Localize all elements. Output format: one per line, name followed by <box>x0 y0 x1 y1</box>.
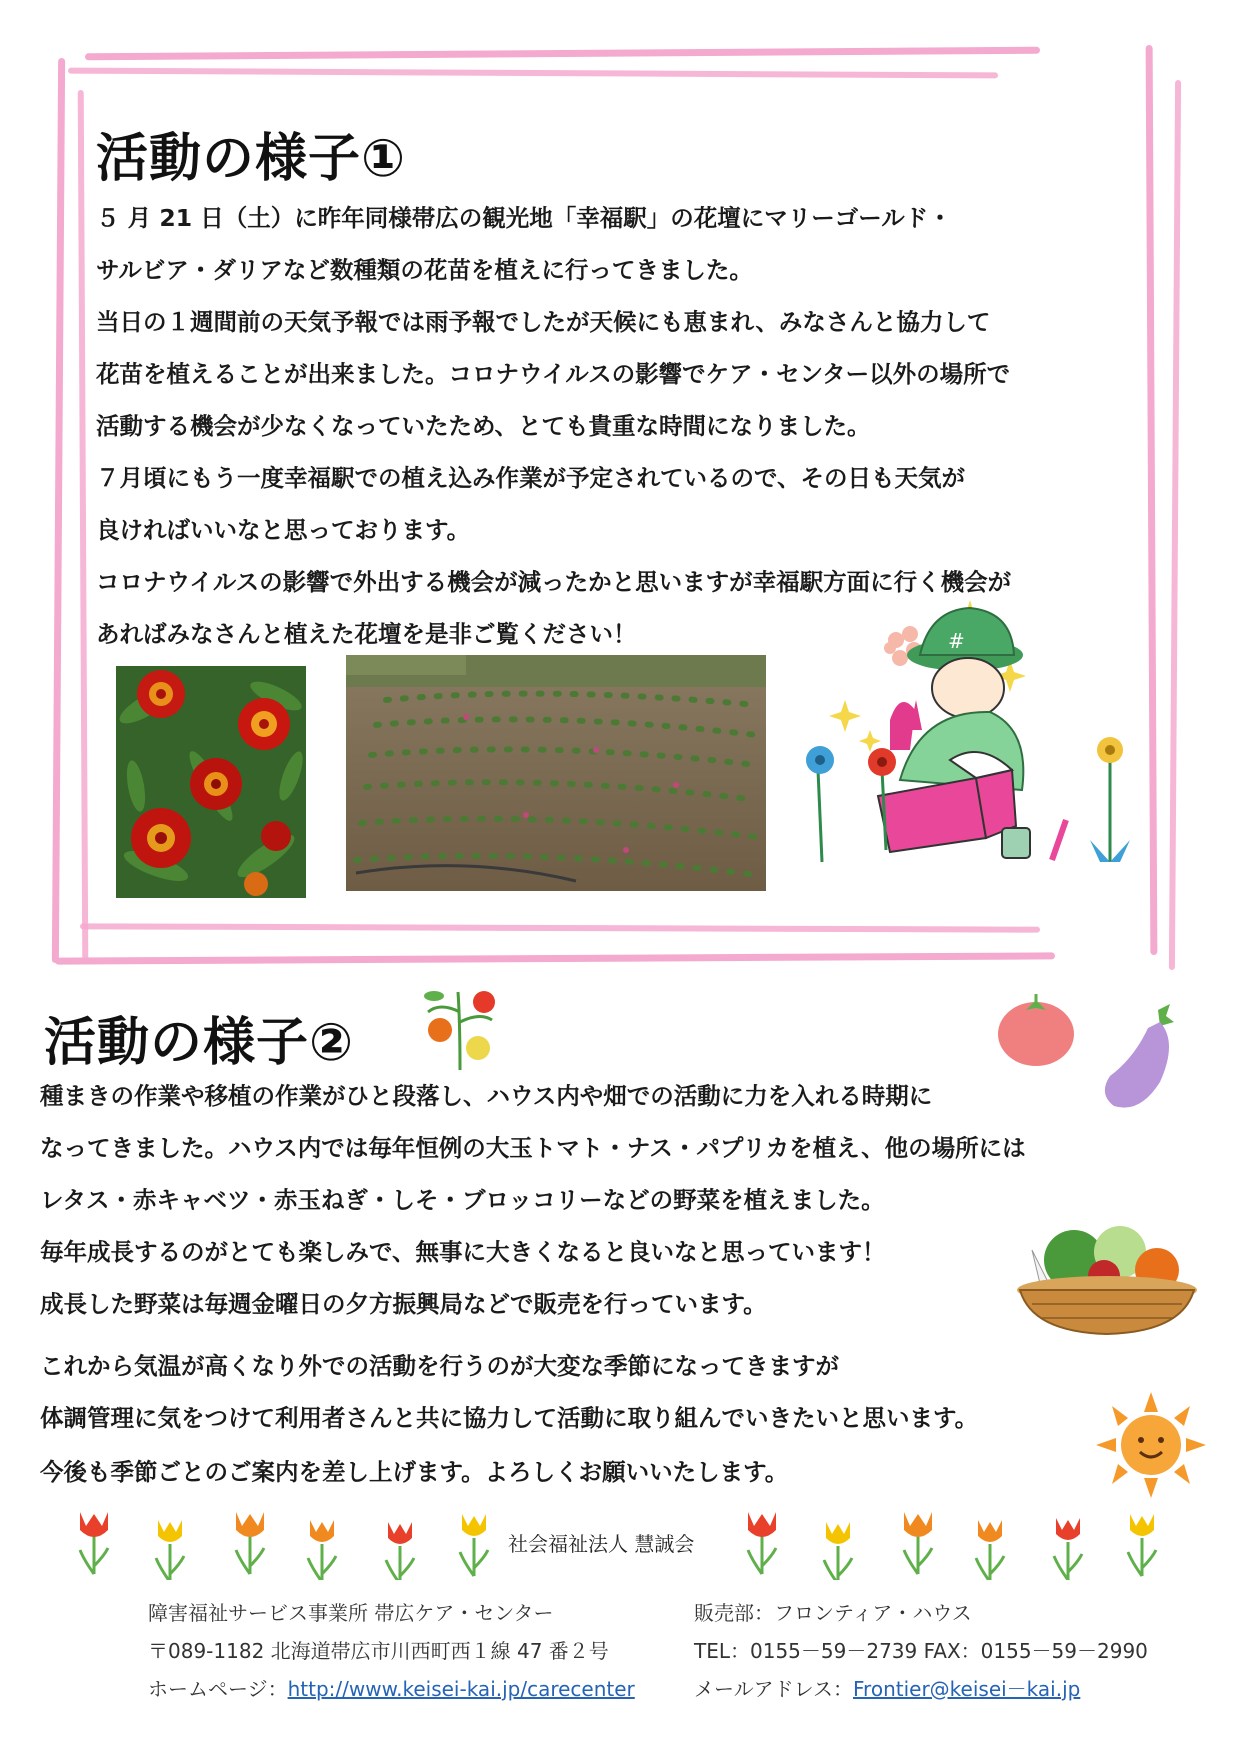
email-label: メールアドレス： <box>694 1677 853 1701</box>
section2-line: 種まきの作業や移植の作業がひと段落し、ハウス内や畑での活動に力を入れる時期に <box>40 1082 933 1110</box>
flower-bed-field-photo <box>346 655 766 891</box>
section1-line: 当日の１週間前の天気予報では雨予報でしたが天候にも恵まれ、みなさんと協力して <box>96 308 991 336</box>
svg-text:#: # <box>948 629 965 653</box>
email-link[interactable]: Frontier@keisei－kai.jp <box>853 1677 1081 1701</box>
smiling-sun-icon <box>1096 1392 1206 1498</box>
section2-line: 成長した野菜は毎週金曜日の夕方振興局などで販売を行っています。 <box>40 1290 767 1318</box>
homepage-line <box>148 1670 635 1708</box>
section2-line: なってきました。ハウス内では毎年恒例の大玉トマト・ナス・パプリカを植え、他の場所には <box>40 1134 1026 1162</box>
section1-title: 活動の様子① <box>96 129 407 189</box>
vegetable-basket-icon <box>1012 1220 1202 1338</box>
section1-line: 花苗を植えることが出来ました。コロナウイルスの影響でケア・センター以外の場所で <box>96 360 1011 388</box>
phone-fax: TEL：0155－59－2739 FAX：0155－59－2990 <box>694 1639 1148 1663</box>
eggplant-icon <box>1100 1002 1180 1114</box>
section1-line: サルビア・ダリアなど数種類の花苗を植えに行ってきました。 <box>96 256 753 284</box>
section2-line: 毎年成長するのがとても楽しみで、無事に大きくなると良いなと思っています！ <box>40 1238 886 1266</box>
section1-line: あればみなさんと植えた花壇を是非ご覧ください！ <box>96 620 637 648</box>
homepage-label: ホームページ： <box>148 1677 288 1701</box>
section1-line: ７月頃にもう一度幸福駅での植え込み作業が予定されているので、その日も天気が <box>96 464 966 492</box>
tomato-plant-icon <box>420 982 500 1072</box>
gardener-planting-flowers-illustration <box>790 600 1150 900</box>
section1-line: 活動する機会が少なくなっていたため、とても貴重な時間になりました。 <box>96 412 871 440</box>
section1-line: 良ければいいなと思っております。 <box>96 516 471 544</box>
section1-line: コロナウイルスの影響で外出する機会が減ったかと思いますが幸福駅方面に行く機会が <box>96 568 1012 596</box>
section1-line: ５ 月 21 日（土）に昨年同様帯広の観光地「幸福駅」の花壇にマリーゴールド・ <box>96 204 952 232</box>
email-line <box>694 1670 1080 1708</box>
section2-line: これから気温が高くなり外での活動を行うのが大変な季節になってきますが <box>40 1352 839 1380</box>
homepage-link[interactable]: http://www.keisei-kai.jp/carecenter <box>287 1677 635 1701</box>
facility-address: 〒089-1182 北海道帯広市川西町西１線 47 番２号 <box>148 1639 609 1663</box>
section2-title: 活動の様子② <box>44 1013 355 1073</box>
facility-name: 障害福祉サービス事業所 帯広ケア・センター <box>148 1601 554 1625</box>
section2-line: 今後も季節ごとのご案内を差し上げます。よろしくお願いいたします。 <box>40 1458 789 1486</box>
sales-dept: 販売部：フロンティア・ハウス <box>694 1601 972 1625</box>
section2-line: 体調管理に気をつけて利用者さんと共に協力して活動に取り組んでいきたいと思います。 <box>40 1404 979 1432</box>
tomato-icon <box>996 990 1076 1068</box>
marigold-flowers-photo <box>116 666 306 898</box>
organization-name: 社会福祉法人 慧誠会 <box>508 1532 695 1556</box>
section2-line: レタス・赤キャベツ・赤玉ねぎ・しそ・ブロッコリーなどの野菜を植えました。 <box>40 1186 885 1214</box>
